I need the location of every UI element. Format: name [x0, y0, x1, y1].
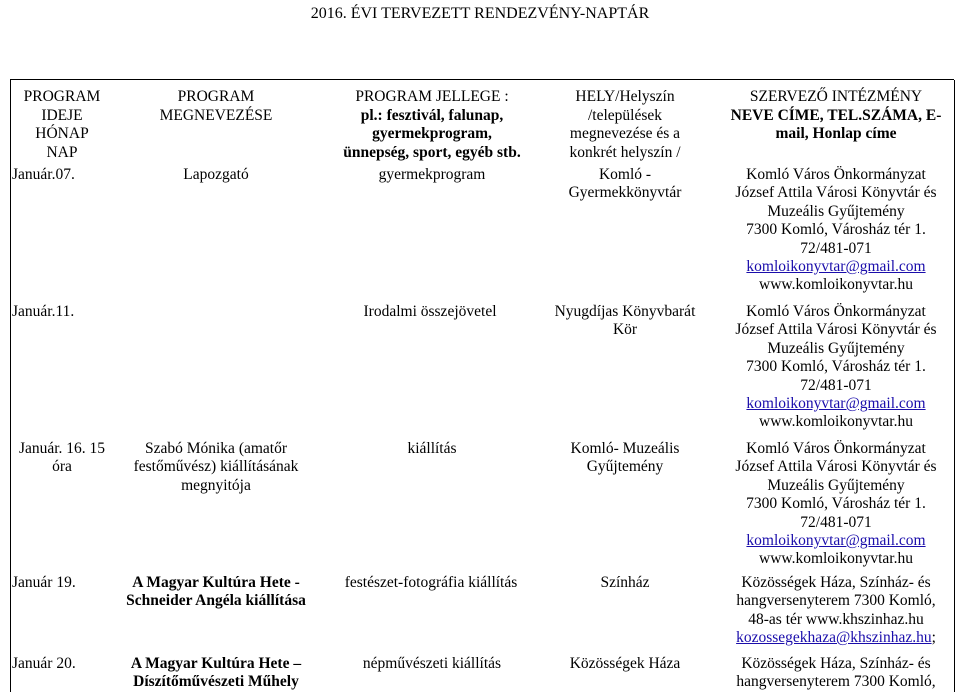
row-program-name: Lapozgató: [183, 166, 249, 183]
row-program-name: A Magyar Kultúra Hete – Díszítőművészeti Műhely: [130, 655, 302, 691]
row-place: Komló- Muzeális Gyűjtemény: [570, 440, 680, 476]
website-text: www.komloikonyvtar.hu: [759, 550, 913, 568]
row-place: Nyugdíjas Könyvbarát Kör: [554, 303, 696, 339]
row-organizer: Közösségek Háza, Színház- és hangversenyterem 7300 Komló, 48-as tér www.khszinhaz.hu kozossegekhaza@khszinhaz.hu;: [736, 574, 936, 647]
row-organizer: Komló Város Önkormányzat József Attila Városi Könyvtár és Muzeális Gyűjtemény 7300 Komló, Városház tér 1. 72/481-071 komloikonyvtar@gmail.com www.komloikonyvtar.hu: [716, 166, 956, 295]
row-date: Január.07.: [12, 166, 75, 183]
row-program-type: gyermekprogram: [378, 166, 486, 183]
website-text: www.komloikonyvtar.hu: [759, 276, 913, 294]
row-program-type: népművészeti kiállítás: [362, 655, 502, 672]
row-place: Közösségek Háza: [569, 655, 681, 672]
email-link[interactable]: komloikonyvtar@gmail.com: [746, 258, 926, 276]
row-organizer: Komló Város Önkormányzat József Attila Városi Könyvtár és Muzeális Gyűjtemény 7300 Komló, Városház tér 1. 72/481-071 komloikonyvtar@gmail.com www.komloikonyvtar.hu: [716, 440, 956, 569]
row-date: Január. 16. 15 óra: [18, 440, 106, 476]
row-program-name: Szabó Mónika (amatőr festőművész) kiállításának megnyitója: [133, 440, 299, 494]
document-title: 2016. ÉVI TERVEZETT RENDEZVÉNY-NAPTÁR: [310, 5, 650, 22]
table-top-border: [10, 79, 954, 80]
header-col-place: HELY/Helyszín /települések megnevezése és a konkrét helyszín /: [569, 88, 681, 161]
row-program-type: kiállítás: [407, 440, 457, 457]
row-program-type: festészet-fotográfia kiállítás: [344, 574, 518, 591]
email-link[interactable]: kozossegekhaza@khszinhaz.hu: [736, 629, 932, 647]
row-program-name: Irodalmi összejövetel: [363, 303, 497, 320]
row-date: Január 20.: [12, 655, 76, 672]
row-organizer: Komló Város Önkormányzat József Attila Városi Könyvtár és Muzeális Gyűjtemény 7300 Komló, Városház tér 1. 72/481-071 komloikonyvtar@gmail.com www.komloikonyvtar.hu: [716, 303, 956, 432]
website-text: www.komloikonyvtar.hu: [759, 413, 913, 431]
row-date: Január 19.: [12, 574, 76, 591]
email-link[interactable]: komloikonyvtar@gmail.com: [746, 532, 926, 550]
header-col-name: PROGRAM MEGNEVEZÉSE: [159, 88, 273, 124]
header-col-date: PROGRAM IDEJE HÓNAP NAP: [23, 88, 101, 161]
row-place: Komló - Gyermekkönyvtár: [568, 166, 682, 202]
email-link[interactable]: komloikonyvtar@gmail.com: [746, 395, 926, 413]
row-date: Január.11.: [12, 303, 75, 320]
row-organizer: Közösségek Háza, Színház- és hangversenyterem 7300 Komló,: [736, 655, 936, 691]
table-left-border: [10, 80, 11, 692]
row-place: Színház: [600, 574, 650, 591]
row-program-name: A Magyar Kultúra Hete - Schneider Angéla kiállítása: [126, 574, 306, 610]
header-col-organizer: SZERVEZŐ INTÉZMÉNY NEVE CÍME, TEL.SZÁMA, E- mail, Honlap címe: [730, 88, 942, 142]
header-col-type: PROGRAM JELLEGE : pl.: fesztivál, falunap, gyermekprogram, ünnepség, sport, egyéb stb.: [343, 88, 521, 161]
